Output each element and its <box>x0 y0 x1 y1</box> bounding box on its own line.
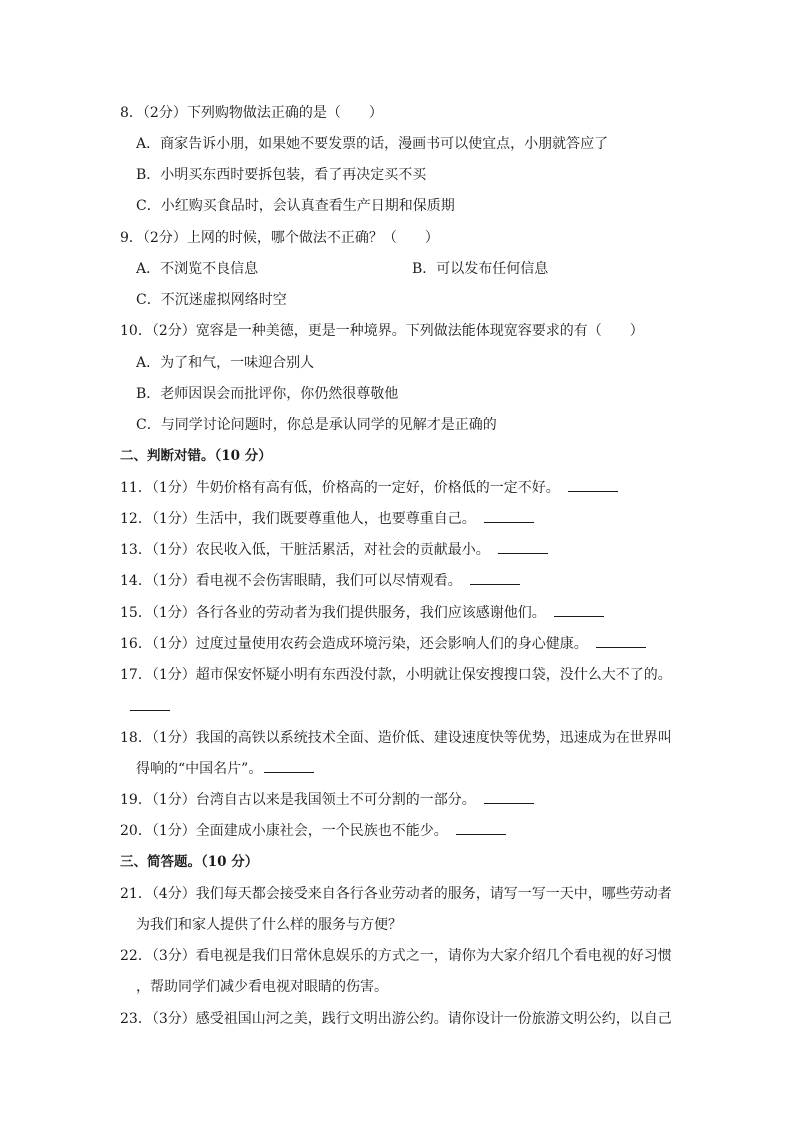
question-8-option-c: C．小红购买食品时，会认真查看生产日期和保质期 <box>136 198 455 214</box>
question-13 <box>120 541 548 559</box>
answer-blank <box>456 822 506 835</box>
answer-blank <box>470 572 520 585</box>
answer-blank <box>484 791 534 804</box>
question-21-line2: 为我们和家人提供了什么样的服务与方便？ <box>136 917 402 933</box>
question-11 <box>120 479 618 497</box>
question-17-blank-line <box>130 698 170 716</box>
question-text: 14．（1分）看电视不会伤害眼睛，我们可以尽情观看。 <box>120 573 462 589</box>
question-10-option-c: C．与同学讨论问题时，你总是承认同学的见解才是正确的 <box>136 417 497 433</box>
question-9-option-a: A．不浏览不良信息 <box>136 261 259 277</box>
question-22-line1: 22．（3分）看电视是我们日常休息娱乐的方式之一，请你为大家介绍几个看电视的好习惯 <box>120 948 672 964</box>
question-8-option-a: A．商家告诉小朋，如果她不要发票的话，漫画书可以使宜点，小朋就答应了 <box>136 136 609 152</box>
section-2-heading: 二、判断对错。（10 分） <box>120 448 272 464</box>
question-text: 13．（1分）农民收入低，干脏活累活，对社会的贡献最小。 <box>120 542 490 558</box>
question-16 <box>120 635 646 653</box>
answer-blank <box>484 510 534 523</box>
answer-blank <box>498 541 548 554</box>
question-8-stem: 8．（2分）下列购物做法正确的是（ ） <box>120 105 383 121</box>
question-9-option-c: C．不沉迷虚拟网络时空 <box>136 292 287 308</box>
question-10-option-b: B．老师因误会而批评你，你仍然很尊敬他 <box>136 386 399 402</box>
section-3-heading: 三、简答题。（10 分） <box>120 854 259 870</box>
answer-blank <box>554 604 604 617</box>
question-22-line2: ，帮助同学们减少看电视对眼睛的伤害。 <box>136 979 388 995</box>
question-text: 得响的“中国名片”。 <box>136 761 263 777</box>
answer-blank <box>264 760 314 773</box>
question-text: 15．（1分）各行各业的劳动者为我们提供服务，我们应该感谢他们。 <box>120 605 546 621</box>
answer-blank <box>568 479 618 492</box>
question-text: 19．（1分）台湾自古以来是我国领土不可分割的一部分。 <box>120 792 476 808</box>
question-20 <box>120 822 506 840</box>
question-23-line1: 23．（3分）感受祖国山河之美，践行文明出游公约。请你设计一份旅游文明公约，以自己 <box>120 1011 672 1027</box>
question-18-line2 <box>136 760 314 778</box>
question-14 <box>120 572 520 590</box>
answer-blank <box>130 698 170 711</box>
question-15 <box>120 604 604 622</box>
question-text: 12．（1分）生活中，我们既要尊重他人，也要尊重自己。 <box>120 511 476 527</box>
question-9-stem: 9．（2分）上网的时候，哪个做法不正确？（ ） <box>120 230 439 246</box>
question-19 <box>120 791 534 809</box>
question-9-option-b: B．可以发布任何信息 <box>412 261 549 277</box>
answer-blank <box>596 635 646 648</box>
question-text: 11．（1分）牛奶价格有高有低，价格高的一定好，价格低的一定不好。 <box>120 480 560 496</box>
question-text: 20．（1分）全面建成小康社会，一个民族也不能少。 <box>120 823 448 839</box>
question-12 <box>120 510 534 528</box>
question-17: 17．（1分）超市保安怀疑小明有东西没付款，小明就让保安搜搜口袋，没什么大不了的。 <box>120 667 672 683</box>
question-text: 16．（1分）过度过量使用农药会造成环境污染，还会影响人们的身心健康。 <box>120 636 588 652</box>
question-10-stem: 10．（2分）宽容是一种美德，更是一种境界。下列做法能体现宽容要求的有（ ） <box>120 323 644 339</box>
question-8-option-b: B．小明买东西时要拆包装，看了再决定买不买 <box>136 167 427 183</box>
question-10-option-a: A．为了和气，一味迎合别人 <box>136 355 315 371</box>
question-21-line1: 21．（4分）我们每天都会接受来自各行各业劳动者的服务，请写一写一天中，哪些劳动者 <box>120 886 672 902</box>
question-18-line1: 18．（1分）我国的高铁以系统技术全面、造价低、建设速度快等优势，迅速成为在世界叫 <box>120 730 672 746</box>
